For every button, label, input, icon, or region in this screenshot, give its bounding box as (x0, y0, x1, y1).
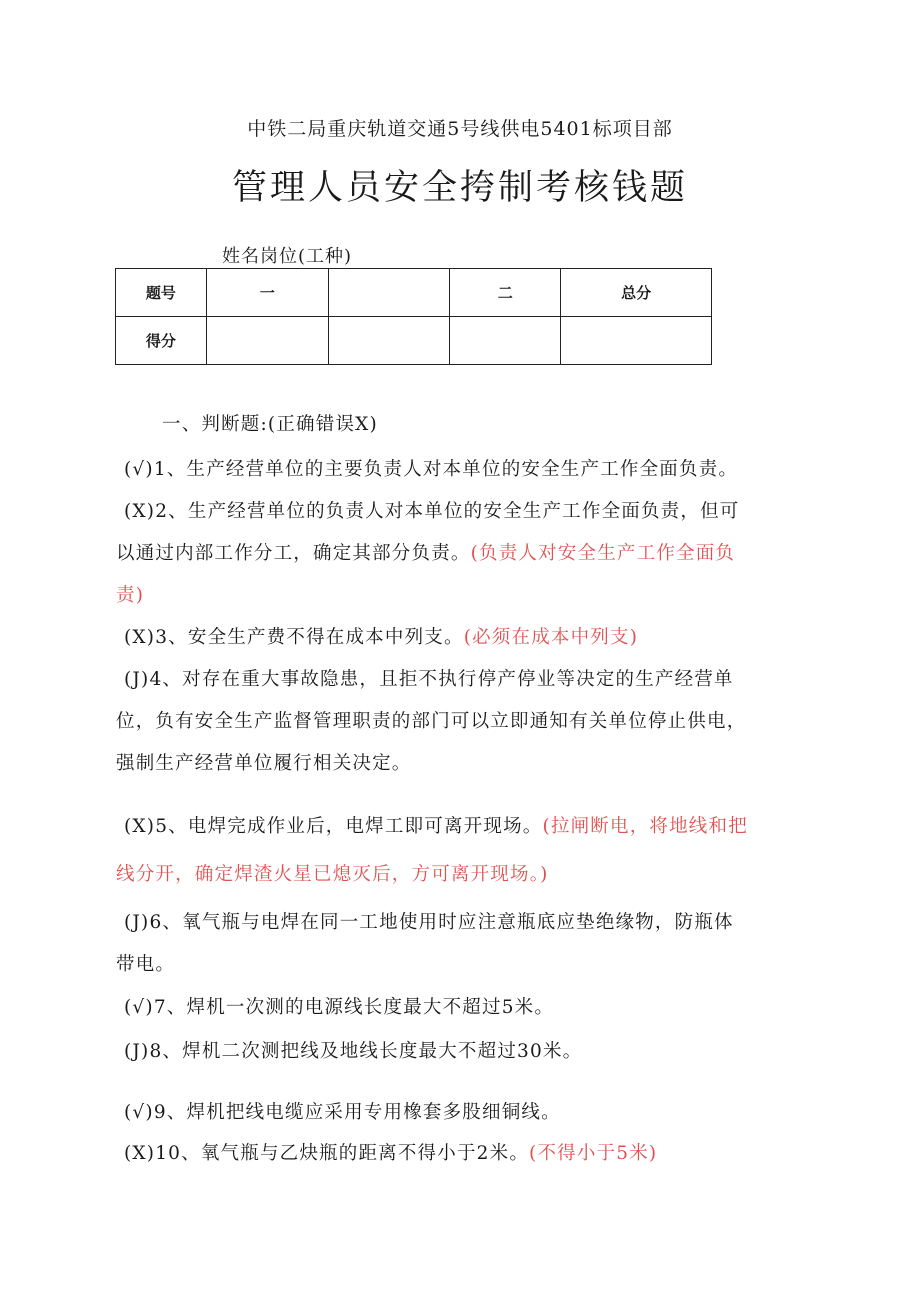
score-cell (328, 269, 450, 317)
score-cell: 题号 (116, 269, 207, 317)
question-line (124, 665, 734, 691)
question-line (116, 581, 144, 607)
question-text: (√)1、生产经营单位的主要负责人对本单位的安全生产工作全面负责。 (124, 459, 739, 480)
question-line (124, 993, 554, 1019)
question-line (124, 497, 739, 523)
question-line (116, 539, 735, 565)
section-heading: 一、判断题:(正确错误X) (162, 414, 378, 435)
question-text: (√)9、焊机把线电缆应采用专用橡套多股细铜线。 (124, 1102, 561, 1123)
organization-line: 中铁二局重庆轨道交通5号线供电5401标项目部 (247, 118, 673, 140)
question-text: 强制生产经营单位履行相关决定。 (116, 753, 412, 774)
question-line (124, 812, 748, 838)
question-line (124, 1098, 561, 1124)
score-cell[interactable] (561, 317, 712, 365)
score-cell[interactable] (450, 317, 561, 365)
name-position-label: 姓名岗位(工种) (222, 246, 353, 267)
question-text: (√)7、焊机一次测的电源线长度最大不超过5米。 (124, 997, 555, 1018)
question-line (124, 455, 738, 481)
question-text: (J)4、对存在重大事故隐患，且拒不执行停产停业等决定的生产经营单 (124, 669, 734, 690)
score-cell: 得分 (116, 317, 207, 365)
score-cell: 一 (206, 269, 328, 317)
question-text: (X)10、氧气瓶与乙炔瓶的距离不得小于2米。 (124, 1143, 530, 1164)
question-text: (X)3、安全生产费不得在成本中列支。 (124, 627, 464, 648)
question-line (116, 749, 412, 775)
question-text: (J)6、氧气瓶与电焊在同一工地使用时应注意瓶底应垫绝缘物，防瓶体 (124, 912, 734, 933)
question-text: 位，负有安全生产监督管理职责的部门可以立即通知有关单位停止供电， (116, 711, 747, 732)
score-cell[interactable] (328, 317, 450, 365)
score-cell: 总分 (561, 269, 712, 317)
question-line (124, 1139, 657, 1165)
score-table (115, 268, 712, 365)
score-table-row-question (116, 269, 712, 317)
answer-note: (不得小于5米) (529, 1143, 658, 1164)
score-table-row-score (116, 317, 712, 365)
answer-note: 线分开，确定焊渣火星已熄灭后，方可离开现场。) (116, 864, 549, 885)
question-line (124, 1037, 582, 1063)
question-line (116, 950, 175, 976)
answer-note: (负责人对安全生产工作全面负 (470, 543, 736, 564)
question-text: (X)5、电焊完成作业后，电焊工即可离开现场。 (124, 816, 543, 837)
answer-note: 责) (116, 585, 145, 606)
answer-note: (必须在成本中列支) (463, 627, 639, 648)
question-text: 带电。 (116, 954, 176, 975)
page-title: 管理人员安全挎制考核钱题 (231, 168, 688, 208)
question-text: (J)8、焊机二次测把线及地线长度最大不超过30米。 (124, 1041, 583, 1062)
question-text: (X)2、生产经营单位的负责人对本单位的安全生产工作全面负责，但可 (124, 501, 740, 522)
question-line (116, 860, 549, 886)
question-text: 以通过内部工作分工，确定其部分负责。 (116, 543, 471, 564)
answer-note: (拉闸断电，将地线和把 (542, 816, 748, 837)
question-line (116, 707, 746, 733)
score-cell: 二 (450, 269, 561, 317)
question-line (124, 908, 734, 934)
question-line (124, 623, 638, 649)
score-cell[interactable] (206, 317, 328, 365)
